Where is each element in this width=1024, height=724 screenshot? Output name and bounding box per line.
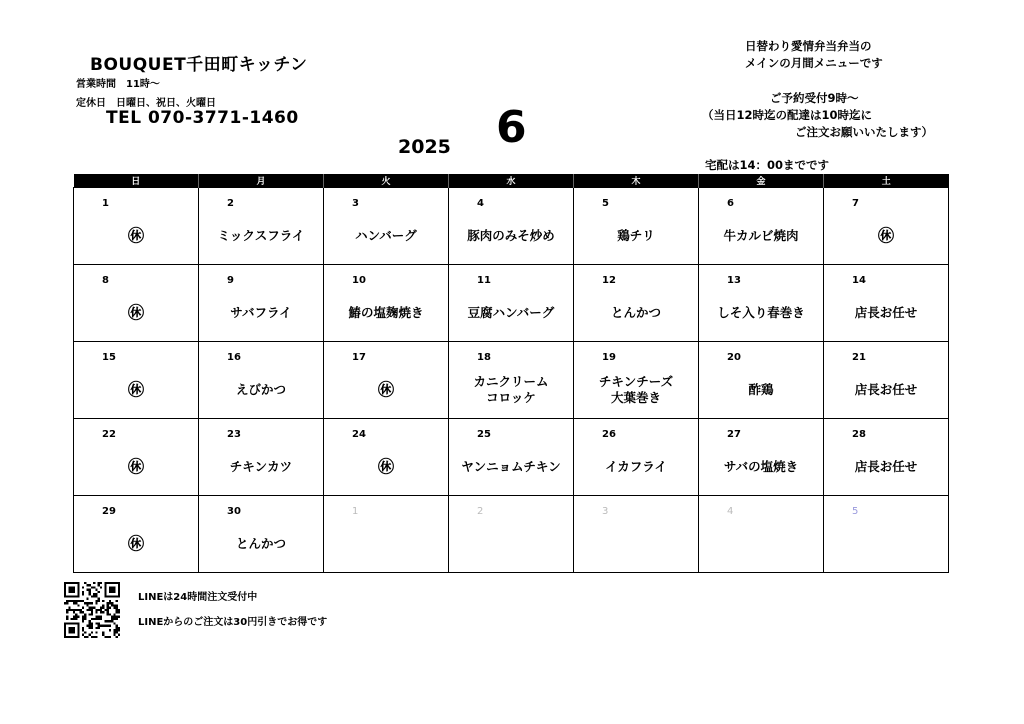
weekday-2: 火 <box>324 174 449 188</box>
weekday-4: 木 <box>574 174 699 188</box>
calendar-day-cell <box>824 265 949 342</box>
day-number: 30 <box>227 506 241 517</box>
calendar-day-cell <box>199 188 324 265</box>
calendar-day-cell <box>824 188 949 265</box>
calendar-week-row <box>74 419 949 496</box>
menu-item: チキンカツ <box>229 459 293 474</box>
day-number: 28 <box>852 429 866 440</box>
menu-item <box>324 522 448 566</box>
calendar-day-cell <box>74 496 199 573</box>
calendar-week-row <box>74 342 949 419</box>
calendar-day-cell <box>199 265 324 342</box>
menu-item <box>824 522 948 566</box>
day-number: 2 <box>477 506 484 517</box>
business-hours: 営業時間 11時～ <box>76 79 160 90</box>
calendar-day-cell <box>699 419 824 496</box>
weekday-1: 月 <box>199 174 324 188</box>
order-info-line-2: （当日12時迄の配達は10時迄に <box>702 108 873 122</box>
calendar-day-cell <box>449 188 574 265</box>
weekday-0: 日 <box>74 174 199 188</box>
day-number: 5 <box>852 506 859 517</box>
calendar-day-cell <box>74 188 199 265</box>
weekday-header-row <box>74 174 949 188</box>
calendar-day-cell <box>199 342 324 419</box>
weekday-3: 水 <box>449 174 574 188</box>
calendar-day-cell <box>449 265 574 342</box>
calendar-day-cell <box>574 419 699 496</box>
day-number: 21 <box>852 352 866 363</box>
menu-item: とんかつ <box>235 536 286 551</box>
day-number: 15 <box>102 352 116 363</box>
day-number: 4 <box>727 506 734 517</box>
calendar-day-cell <box>324 419 449 496</box>
menu-item <box>574 522 698 566</box>
menu-item: 店長お任せ <box>854 459 918 474</box>
day-number: 7 <box>852 198 859 209</box>
calendar-day-cell <box>324 265 449 342</box>
menu-item: サバフライ <box>230 305 292 320</box>
day-number: 19 <box>602 352 616 363</box>
day-number: 17 <box>352 352 366 363</box>
calendar-week-row <box>74 496 949 573</box>
calendar-day-cell <box>699 265 824 342</box>
day-number: 23 <box>227 429 241 440</box>
menu-item: サバの塩焼き <box>723 459 799 474</box>
closed-days: 定休日 日曜日、祝日、火曜日 <box>76 98 216 109</box>
calendar-day-cell <box>699 496 824 573</box>
menu-item: 豆腐ハンバーグ <box>467 305 555 320</box>
calendar-day-cell <box>574 496 699 573</box>
calendar-day-cell <box>699 188 824 265</box>
menu-item: ヤンニョムチキン <box>461 459 561 474</box>
day-number: 18 <box>477 352 491 363</box>
line-qr-code <box>64 582 120 638</box>
menu-item: 鶏チリ <box>617 228 655 243</box>
day-number: 20 <box>727 352 741 363</box>
holiday-mark: ㊡ <box>127 534 144 553</box>
menu-item: えびかつ <box>235 382 286 397</box>
calendar-week-row <box>74 265 949 342</box>
day-number: 10 <box>352 275 366 286</box>
calendar-day-cell <box>199 496 324 573</box>
calendar-day-cell <box>824 342 949 419</box>
calendar-day-cell <box>324 342 449 419</box>
calendar-day-cell <box>449 342 574 419</box>
calendar-body <box>74 188 949 573</box>
menu-item: 店長お任せ <box>854 305 918 320</box>
calendar-day-cell <box>324 188 449 265</box>
day-number: 1 <box>352 506 359 517</box>
calendar-day-cell <box>74 419 199 496</box>
holiday-mark: ㊡ <box>127 226 144 245</box>
calendar-day-cell <box>449 419 574 496</box>
calendar-day-cell <box>199 419 324 496</box>
calendar-day-cell <box>74 342 199 419</box>
shop-name: BOUQUET千田町キッチン <box>90 55 308 75</box>
order-info-line-1: ご予約受付9時～ <box>770 91 859 105</box>
holiday-mark: ㊡ <box>377 380 394 399</box>
calendar-day-cell <box>574 188 699 265</box>
holiday-mark: ㊡ <box>127 457 144 476</box>
order-info-line-3: ご注文お願いいたします） <box>795 125 933 139</box>
calendar-day-cell <box>574 265 699 342</box>
weekday-5: 金 <box>699 174 824 188</box>
calendar-day-cell <box>449 496 574 573</box>
menu-item: 店長お任せ <box>854 382 918 397</box>
menu-item: ミックスフライ <box>217 228 305 243</box>
day-number: 11 <box>477 275 491 286</box>
menu-item: 鰆の塩麹焼き <box>348 305 424 320</box>
menu-item: ハンバーグ <box>355 228 417 243</box>
day-number: 24 <box>352 429 366 440</box>
holiday-mark: ㊡ <box>127 380 144 399</box>
line-order-info: LINEは24時間注文受付中 <box>138 592 258 603</box>
calendar-day-cell <box>699 342 824 419</box>
day-number: 8 <box>102 275 109 286</box>
calendar-week-row <box>74 188 949 265</box>
day-number: 1 <box>102 198 109 209</box>
holiday-mark: ㊡ <box>877 226 894 245</box>
menu-item <box>449 522 573 566</box>
menu-item: イカフライ <box>605 459 667 474</box>
line-discount-info: LINEからのご注文は30円引きでお得です <box>138 617 328 628</box>
day-number: 14 <box>852 275 866 286</box>
calendar-day-cell <box>324 496 449 573</box>
day-number: 22 <box>102 429 116 440</box>
calendar-year: 2025 <box>398 136 451 158</box>
phone-number: TEL 070-3771-1460 <box>106 108 299 128</box>
weekday-6: 土 <box>824 174 949 188</box>
calendar-day-cell <box>74 265 199 342</box>
day-number: 2 <box>227 198 234 209</box>
day-number: 5 <box>602 198 609 209</box>
day-number: 3 <box>602 506 609 517</box>
day-number: 6 <box>727 198 734 209</box>
menu-item: 豚肉のみそ炒め <box>467 228 555 243</box>
menu-item: 酢鶏 <box>748 382 774 397</box>
day-number: 4 <box>477 198 484 209</box>
menu-item <box>699 522 823 566</box>
delivery-info: 宅配は14：00までです <box>705 158 830 172</box>
day-number: 3 <box>352 198 359 209</box>
day-number: 16 <box>227 352 241 363</box>
holiday-mark: ㊡ <box>377 457 394 476</box>
menu-item: とんかつ <box>610 305 661 320</box>
menu-calendar <box>73 174 949 573</box>
day-number: 26 <box>602 429 616 440</box>
calendar-month: 6 <box>496 102 527 153</box>
day-number: 27 <box>727 429 741 440</box>
day-number: 25 <box>477 429 491 440</box>
day-number: 9 <box>227 275 234 286</box>
calendar-day-cell <box>574 342 699 419</box>
menu-item: しそ入り春巻き <box>717 305 805 320</box>
description-line-2: メインの月間メニューです <box>745 56 883 70</box>
day-number: 13 <box>727 275 741 286</box>
menu-item: カニクリーム コロッケ <box>473 374 549 405</box>
menu-item: 牛カルビ焼肉 <box>723 228 799 243</box>
day-number: 12 <box>602 275 616 286</box>
menu-item: チキンチーズ 大葉巻き <box>598 374 674 405</box>
description-line-1: 日替わり愛情弁当弁当の <box>745 39 872 53</box>
calendar-day-cell <box>824 419 949 496</box>
day-number: 29 <box>102 506 116 517</box>
calendar-day-cell <box>824 496 949 573</box>
holiday-mark: ㊡ <box>127 303 144 322</box>
